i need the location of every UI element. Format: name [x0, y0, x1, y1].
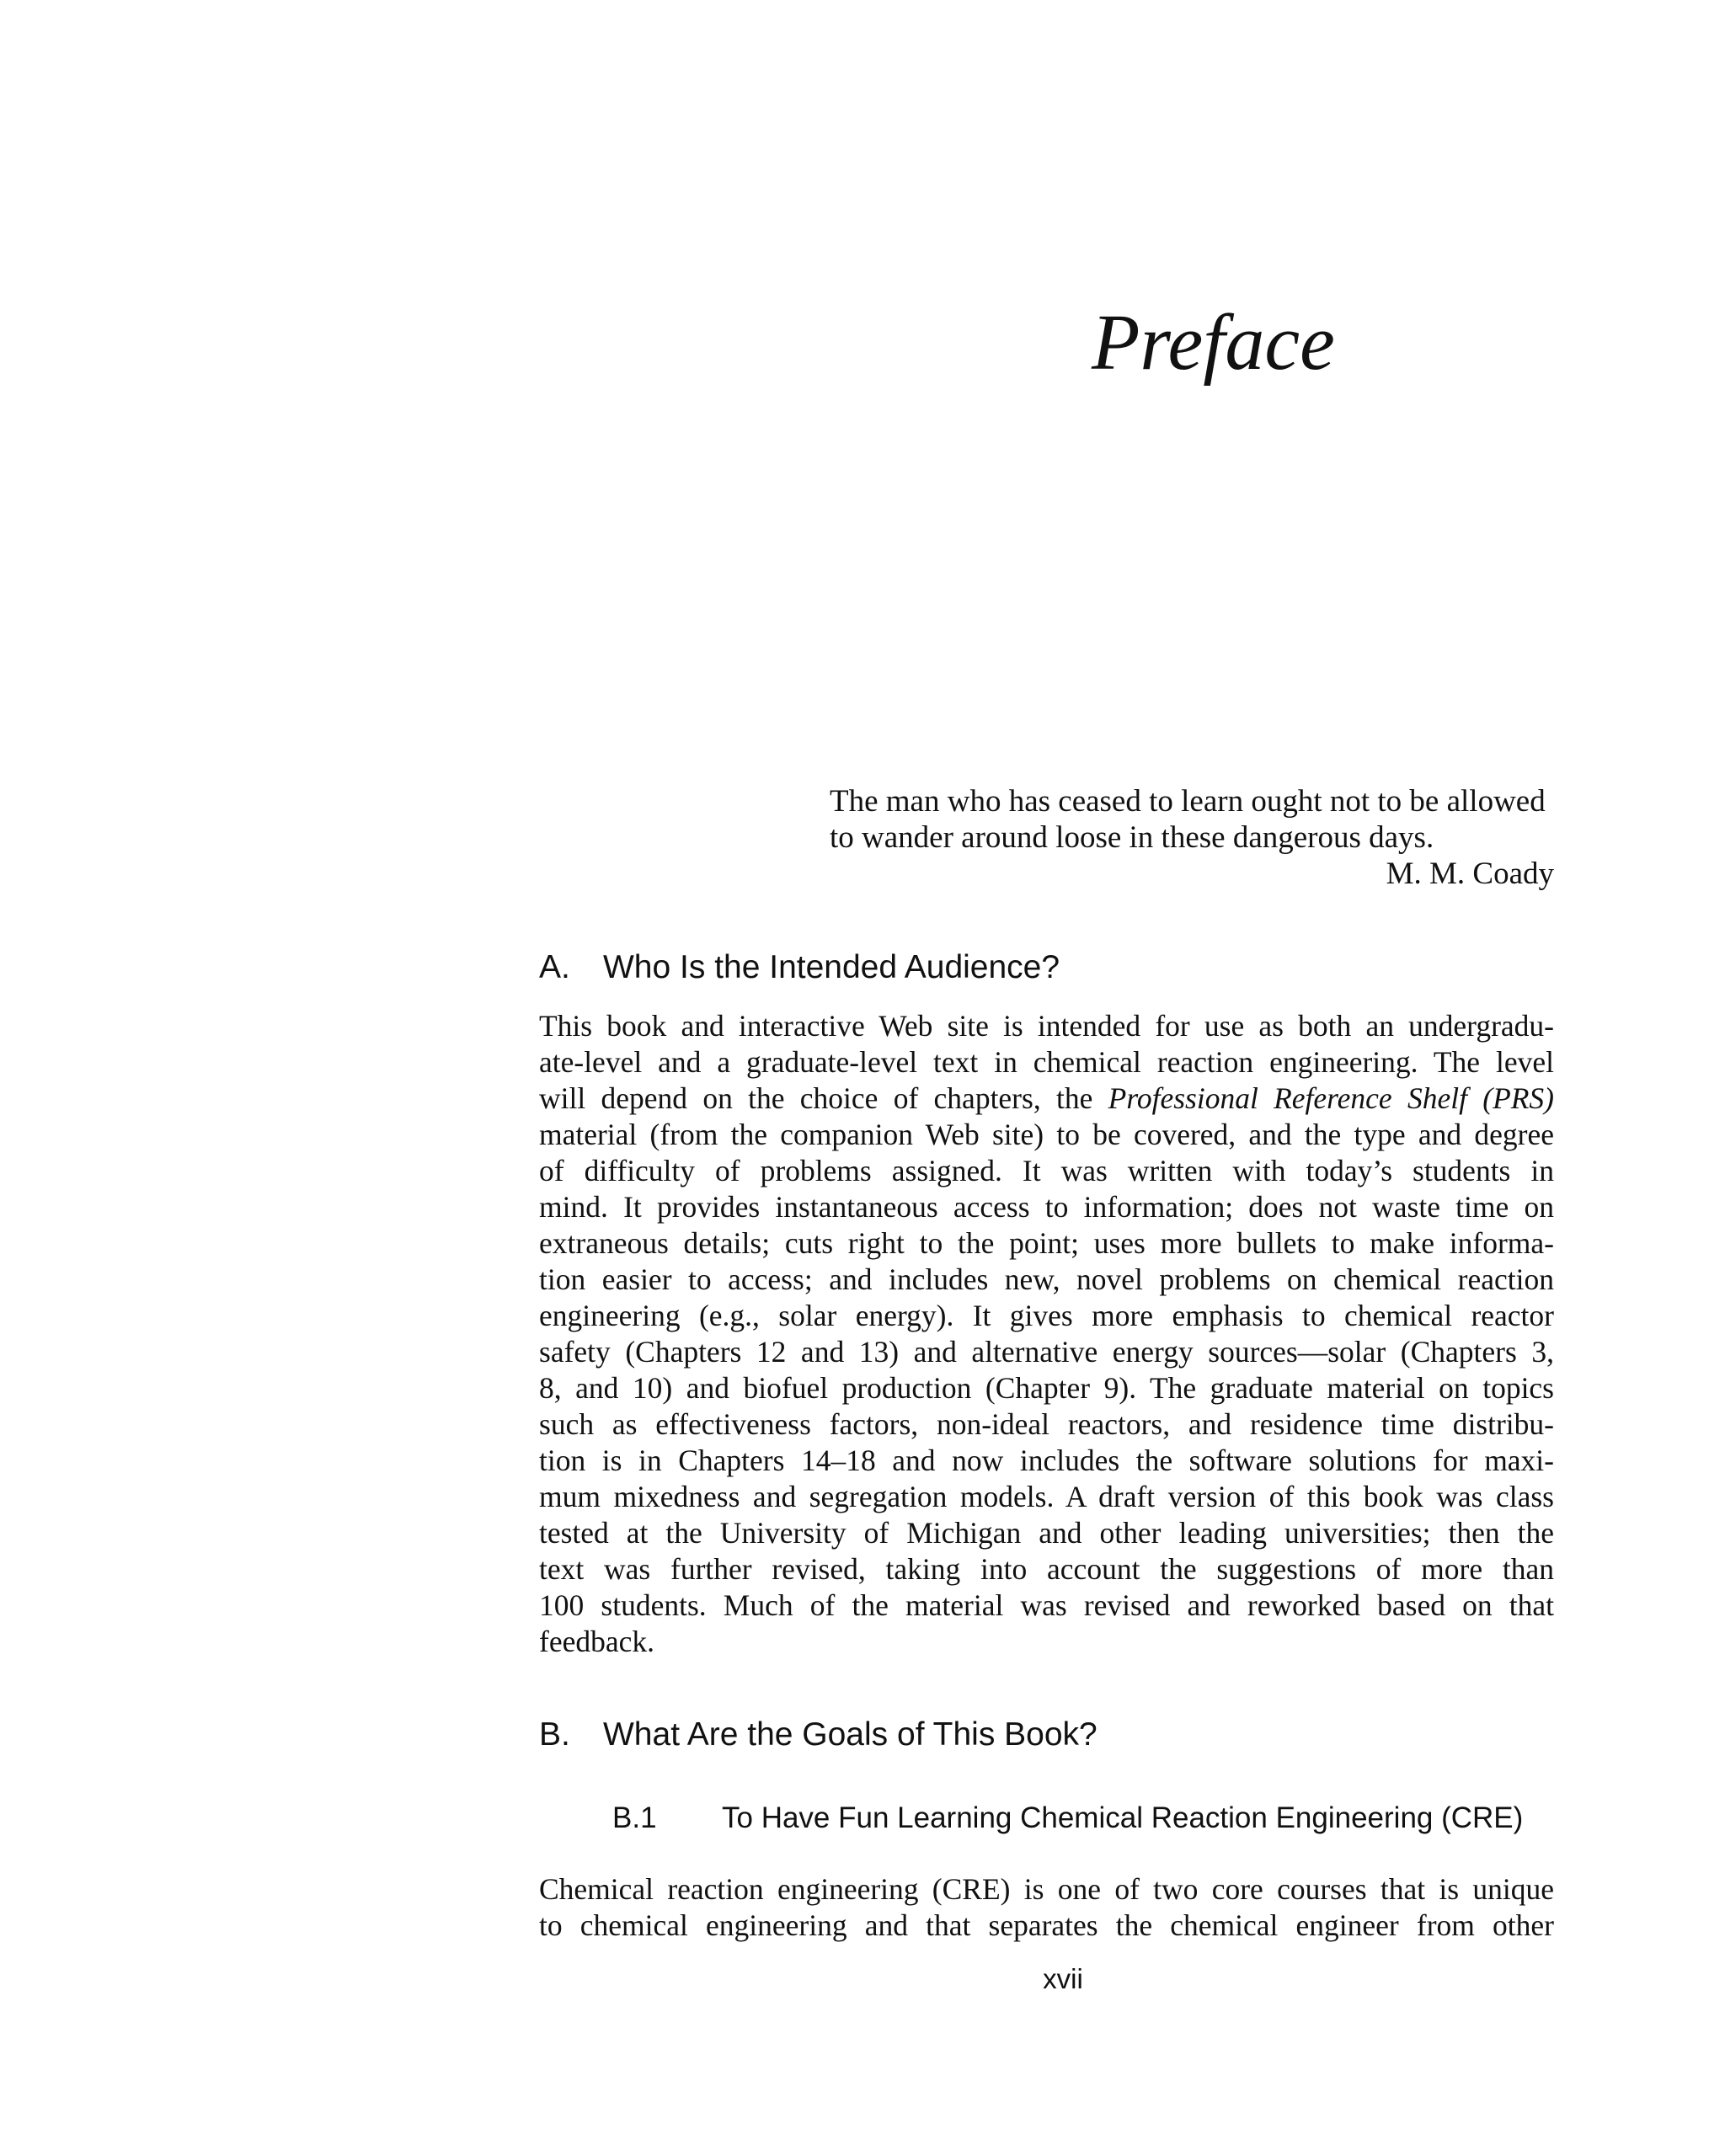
epigraph-attribution: M. M. Coady: [1386, 857, 1554, 891]
subsection-b1-title: To Have Fun Learning Chemical Reaction Engineering (CRE): [722, 1801, 1524, 1834]
text-line: of difficulty of problems assigned. It was written with today’s students in: [539, 1154, 1554, 1187]
epigraph-line: to wander around loose in these dangerous days.: [830, 820, 1434, 855]
text-line: 100 students. Much of the material was revised and reworked based on that: [539, 1588, 1554, 1622]
text-line: tion easier to access; and includes new, novel problems on chemical reaction: [539, 1262, 1554, 1296]
text-line: Chemical reaction engineering (CRE) is one of two core courses that is unique: [539, 1872, 1554, 1906]
section-a-paragraph: [539, 1008, 1554, 1660]
page-number: [183, 1965, 1725, 1993]
section-b-title: What Are the Goals of This Book?: [603, 1716, 1097, 1753]
text-line: 8, and 10) and biofuel production (Chapter 9). The graduate material on topics: [539, 1371, 1554, 1405]
epigraph-line: The man who has ceased to learn ought not to be allowed: [830, 784, 1546, 819]
text-segment: will depend on the choice of chapters, the: [539, 1081, 1108, 1115]
text-line: [539, 1081, 1554, 1117]
section-b-heading: [539, 1718, 1097, 1751]
text-line: feedback.: [539, 1625, 654, 1658]
section-a-heading: [539, 951, 1060, 984]
text-line: such as effectiveness factors, non-ideal reactors, and residence time distribu-: [539, 1407, 1554, 1441]
text-line: tested at the University of Michigan and other leading universities; then the: [539, 1516, 1554, 1550]
text-line: to chemical engineering and that separates the chemical engineer from other: [539, 1908, 1554, 1942]
text-line: material (from the companion Web site) to be covered, and the type and degree: [539, 1118, 1554, 1151]
italic-term: Professional Reference Shelf (PRS): [1108, 1081, 1555, 1115]
text-line: extraneous details; cuts right to the point; uses more bullets to make informa-: [539, 1226, 1554, 1260]
page-title: Preface: [1092, 299, 1335, 387]
subsection-b1-number: B.1: [612, 1801, 657, 1834]
section-b-number: B.: [539, 1716, 570, 1753]
section-a-title: Who Is the Intended Audience?: [603, 949, 1060, 985]
text-line: tion is in Chapters 14–18 and now includes the software solutions for maxi-: [539, 1444, 1554, 1477]
text-line: This book and interactive Web site is intended for use as both an undergradu-: [539, 1009, 1554, 1043]
text-line: mum mixedness and segregation models. A draft version of this book was class: [539, 1480, 1554, 1513]
page-number-text: xvii: [1043, 1963, 1083, 1994]
text-line: engineering (e.g., solar energy). It gives more emphasis to chemical reactor: [539, 1299, 1554, 1332]
text-line: mind. It provides instantaneous access to information; does not waste time on: [539, 1190, 1554, 1224]
section-b-paragraph: [539, 1871, 1554, 1944]
section-a-number: A.: [539, 949, 570, 985]
epigraph: [830, 783, 1554, 892]
text-line: ate-level and a graduate-level text in chemical reaction engineering. The level: [539, 1045, 1554, 1079]
text-line: safety (Chapters 12 and 13) and alternative energy sources—solar (Chapters 3,: [539, 1335, 1554, 1369]
text-line: text was further revised, taking into account the suggestions of more than: [539, 1552, 1554, 1586]
subsection-b1-heading: [612, 1803, 1554, 1833]
